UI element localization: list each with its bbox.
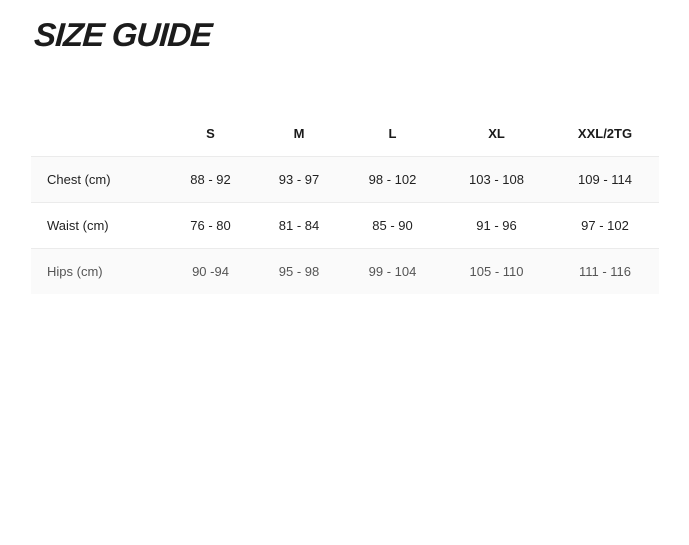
row-label: Chest (cm) (47, 172, 111, 187)
table-cell: 111 - 116 (578, 264, 632, 279)
row-label: Hips (cm) (47, 264, 103, 279)
table-cell: 85 - 90 (372, 218, 413, 233)
table-cell: 103 - 108 (469, 172, 524, 187)
row-label: Waist (cm) (47, 218, 109, 233)
table-row-chest (31, 157, 659, 203)
header-cell-xl: XL (488, 125, 505, 141)
table-cell: 93 - 97 (278, 172, 320, 187)
table-cell: 109 - 114 (578, 172, 632, 187)
header-cell-m: M (293, 125, 305, 141)
header-cell-xxl: XXL/2TG (577, 125, 633, 141)
table-cell: 98 - 102 (368, 172, 417, 187)
table-cell: 81 - 84 (278, 218, 320, 233)
table-header-row (31, 110, 659, 157)
size-guide-table (31, 110, 659, 294)
table-cell: 97 - 102 (581, 218, 629, 233)
header-cell-empty (31, 110, 166, 157)
header-cell-l: L (388, 125, 397, 141)
table-cell: 91 - 96 (476, 218, 517, 233)
table-cell: 105 - 110 (469, 264, 524, 279)
table-cell: 88 - 92 (190, 172, 231, 187)
table-cell: 76 - 80 (190, 218, 231, 233)
table-cell: 99 - 104 (368, 264, 417, 279)
table-row-hips (31, 249, 659, 295)
table-cell: 95 - 98 (278, 264, 320, 279)
table-row-waist (31, 203, 659, 249)
table-cell: 90 -94 (192, 264, 229, 279)
page-title: SIZE GUIDE (33, 16, 213, 53)
header-cell-s: S (206, 125, 215, 141)
